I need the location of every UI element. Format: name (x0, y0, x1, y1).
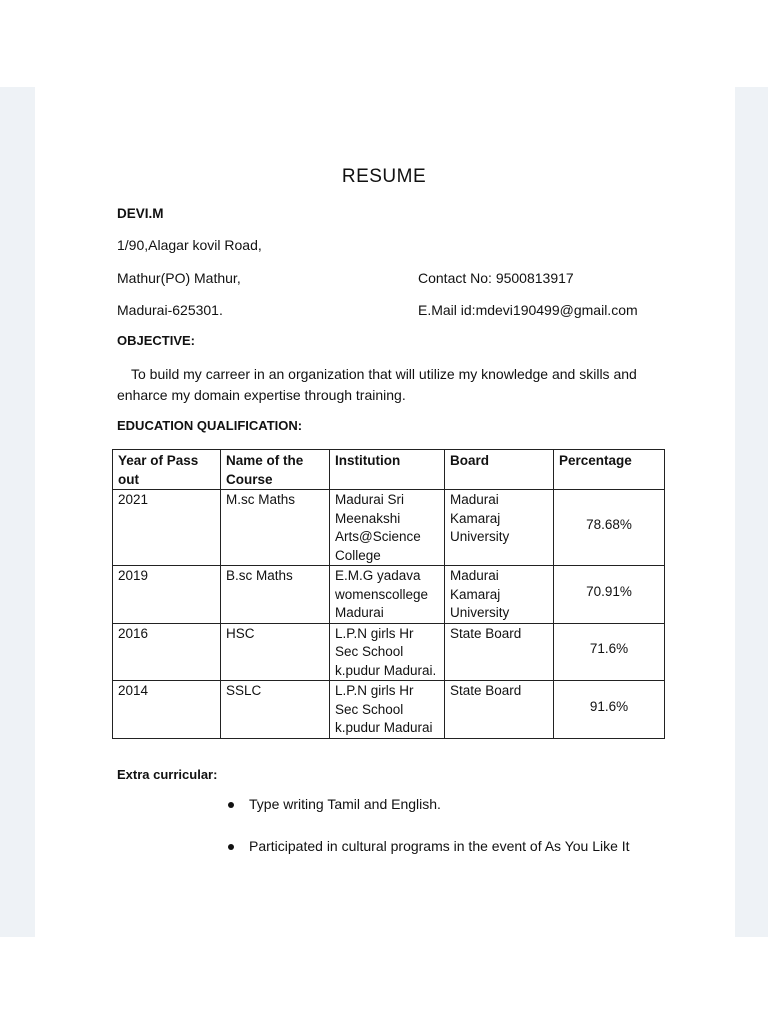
cell-percentage: 78.68% (554, 490, 665, 566)
cell-year: 2014 (113, 681, 221, 739)
extra-curricular-heading: Extra curricular: (117, 767, 218, 782)
cell-course: M.sc Maths (221, 490, 330, 566)
table-header-row (113, 450, 665, 490)
cell-course: SSLC (221, 681, 330, 739)
cell-board: Madurai Kamaraj University (445, 566, 554, 624)
table-row (113, 681, 665, 739)
header-course: Name of the Course (221, 450, 330, 490)
cell-institution: Madurai Sri Meenakshi Arts@Science College (330, 490, 445, 566)
cell-percentage: 70.91% (554, 566, 665, 624)
bullet-icon (228, 802, 234, 808)
bullet-icon (228, 844, 234, 850)
cell-board: State Board (445, 623, 554, 681)
resume-title: RESUME (341, 166, 427, 187)
list-item-text: Type writing Tamil and English. (249, 796, 441, 812)
address-line-2: Mathur(PO) Mathur, (117, 270, 241, 286)
contact-number: Contact No: 9500813917 (418, 270, 574, 286)
cell-institution: L.P.N girls Hr Sec School k.pudur Madurai. (330, 623, 445, 681)
cell-percentage: 91.6% (554, 681, 665, 739)
cell-year: 2016 (113, 623, 221, 681)
cell-institution: L.P.N girls Hr Sec School k.pudur Madurai (330, 681, 445, 739)
education-table (112, 449, 665, 739)
cell-institution: E.M.G yadava womenscollege Madurai (330, 566, 445, 624)
header-percentage: Percentage (554, 450, 665, 490)
education-heading: EDUCATION QUALIFICATION: (117, 418, 303, 433)
cell-course: HSC (221, 623, 330, 681)
header-institution: Institution (330, 450, 445, 490)
list-item-text: Participated in cultural programs in the event of As You Like It (249, 838, 630, 854)
objective-heading: OBJECTIVE: (117, 333, 196, 348)
cell-board: Madurai Kamaraj University (445, 490, 554, 566)
cell-year: 2021 (113, 490, 221, 566)
list-item (225, 838, 630, 854)
cell-year: 2019 (113, 566, 221, 624)
cell-percentage: 71.6% (554, 623, 665, 681)
table-row (113, 490, 665, 566)
header-year: Year of Pass out (113, 450, 221, 490)
email-address: E.Mail id:mdevi190499@gmail.com (418, 302, 638, 318)
address-line-1: 1/90,Alagar kovil Road, (117, 237, 262, 253)
table-row (113, 623, 665, 681)
header-board: Board (445, 450, 554, 490)
objective-text: To build my carreer in an organization that will utilize my knowledge and skills and enharce my domain expertise through training. (117, 366, 637, 403)
address-line-3: Madurai-625301. (117, 302, 223, 318)
candidate-name: DEVI.M (117, 206, 164, 221)
extra-curricular-list (225, 796, 630, 880)
table-row (113, 566, 665, 624)
cell-board: State Board (445, 681, 554, 739)
list-item (225, 796, 630, 812)
cell-course: B.sc Maths (221, 566, 330, 624)
